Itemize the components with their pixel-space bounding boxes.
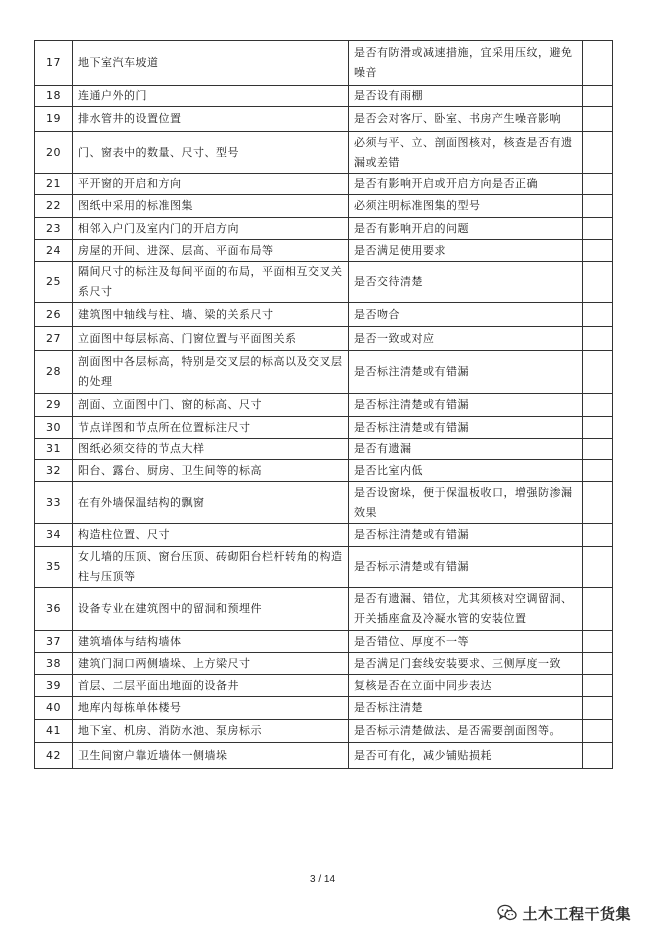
table-row xyxy=(35,218,613,240)
check-item: 节点详图和节点所在位置标注尺寸 xyxy=(73,417,349,439)
row-number: 38 xyxy=(35,653,73,675)
row-number: 28 xyxy=(35,351,73,394)
check-item: 女儿墙的压顶、窗台压顶、砖砌阳台栏杆转角的构造柱与压顶等 xyxy=(73,547,349,588)
remark-cell xyxy=(583,439,613,460)
check-item: 剖面、立面图中门、窗的标高、尺寸 xyxy=(73,394,349,417)
remark-cell xyxy=(583,262,613,303)
table-row xyxy=(35,174,613,195)
check-item: 图纸中采用的标准图集 xyxy=(73,195,349,218)
row-number: 21 xyxy=(35,174,73,195)
check-requirement: 必须与平、立、剖面图核对，核查是否有遗漏或差错 xyxy=(349,132,583,174)
table-row xyxy=(35,327,613,351)
page-number: 3 / 14 xyxy=(309,874,336,885)
checklist-table xyxy=(34,40,613,769)
check-requirement: 是否可有化，减少铺贴损耗 xyxy=(349,743,583,769)
row-number: 31 xyxy=(35,439,73,460)
row-number: 27 xyxy=(35,327,73,351)
row-number: 20 xyxy=(35,132,73,174)
remark-cell xyxy=(583,720,613,743)
remark-cell xyxy=(583,132,613,174)
check-requirement: 是否一致或对应 xyxy=(349,327,583,351)
check-item: 在有外墙保温结构的飘窗 xyxy=(73,482,349,524)
remark-cell xyxy=(583,460,613,482)
remark-cell xyxy=(583,218,613,240)
row-number: 39 xyxy=(35,675,73,697)
check-requirement: 是否标注清楚或有错漏 xyxy=(349,394,583,417)
table-row xyxy=(35,631,613,653)
check-item: 排水管井的设置位置 xyxy=(73,107,349,132)
row-number: 41 xyxy=(35,720,73,743)
row-number: 19 xyxy=(35,107,73,132)
table-row xyxy=(35,588,613,631)
check-requirement: 是否有影响开启的问题 xyxy=(349,218,583,240)
table-row xyxy=(35,41,613,86)
table-row xyxy=(35,351,613,394)
row-number: 18 xyxy=(35,86,73,107)
remark-cell xyxy=(583,697,613,720)
check-requirement: 是否设有雨棚 xyxy=(349,86,583,107)
row-number: 23 xyxy=(35,218,73,240)
check-item: 建筑墙体与结构墙体 xyxy=(73,631,349,653)
table-row xyxy=(35,697,613,720)
table-body xyxy=(35,41,613,769)
check-item: 平开窗的开启和方向 xyxy=(73,174,349,195)
check-item: 图纸必须交待的节点大样 xyxy=(73,439,349,460)
table-row xyxy=(35,743,613,769)
watermark-text: 土木工程干货集 xyxy=(522,904,631,923)
table-row xyxy=(35,439,613,460)
remark-cell xyxy=(583,547,613,588)
check-item: 门、窗表中的数量、尺寸、型号 xyxy=(73,132,349,174)
remark-cell xyxy=(583,351,613,394)
check-item: 阳台、露台、厨房、卫生间等的标高 xyxy=(73,460,349,482)
remark-cell xyxy=(583,327,613,351)
check-requirement: 是否标注清楚 xyxy=(349,697,583,720)
check-requirement: 是否有遗漏、错位，尤其须核对空调留洞、开关插座盒及冷凝水管的安装位置 xyxy=(349,588,583,631)
check-requirement: 是否标示清楚或有错漏 xyxy=(349,547,583,588)
check-requirement: 是否满足门套线安装要求、三侧厚度一致 xyxy=(349,653,583,675)
remark-cell xyxy=(583,303,613,327)
remark-cell xyxy=(583,86,613,107)
check-requirement: 是否比室内低 xyxy=(349,460,583,482)
remark-cell xyxy=(583,240,613,262)
check-item: 立面图中每层标高、门窗位置与平面图关系 xyxy=(73,327,349,351)
check-requirement: 是否设窗垛，便于保温板收口，增强防渗漏效果 xyxy=(349,482,583,524)
check-requirement: 是否标示清楚做法、是否需要剖面图等。 xyxy=(349,720,583,743)
table-row xyxy=(35,262,613,303)
check-item: 隔间尺寸的标注及每间平面的布局，平面相互交叉关系尺寸 xyxy=(73,262,349,303)
table-row xyxy=(35,195,613,218)
row-number: 42 xyxy=(35,743,73,769)
row-number: 32 xyxy=(35,460,73,482)
remark-cell xyxy=(583,653,613,675)
row-number: 22 xyxy=(35,195,73,218)
check-requirement: 是否标注清楚或有错漏 xyxy=(349,524,583,547)
remark-cell xyxy=(583,195,613,218)
table-row xyxy=(35,394,613,417)
remark-cell xyxy=(583,174,613,195)
remark-cell xyxy=(583,743,613,769)
check-item: 剖面图中各层标高，特别是交叉层的标高以及交叉层的处理 xyxy=(73,351,349,394)
row-number: 37 xyxy=(35,631,73,653)
check-requirement: 是否满足使用要求 xyxy=(349,240,583,262)
row-number: 35 xyxy=(35,547,73,588)
check-requirement: 是否有遗漏 xyxy=(349,439,583,460)
check-requirement: 是否标注清楚或有错漏 xyxy=(349,351,583,394)
row-number: 24 xyxy=(35,240,73,262)
table-row xyxy=(35,460,613,482)
check-item: 地库内每栋单体楼号 xyxy=(73,697,349,720)
check-item: 房屋的开间、进深、层高、平面布局等 xyxy=(73,240,349,262)
remark-cell xyxy=(583,41,613,86)
check-requirement: 是否吻合 xyxy=(349,303,583,327)
check-requirement: 是否有影响开启或开启方向是否正确 xyxy=(349,174,583,195)
row-number: 17 xyxy=(35,41,73,86)
table-row xyxy=(35,303,613,327)
check-requirement: 是否错位、厚度不一等 xyxy=(349,631,583,653)
row-number: 40 xyxy=(35,697,73,720)
check-requirement: 是否有防滑或减速措施，宜采用压纹，避免噪音 xyxy=(349,41,583,86)
remark-cell xyxy=(583,524,613,547)
table-row xyxy=(35,132,613,174)
check-requirement: 复核是否在立面中同步表达 xyxy=(349,675,583,697)
table-row xyxy=(35,720,613,743)
table-row xyxy=(35,653,613,675)
wechat-icon xyxy=(497,904,517,922)
check-item: 首层、二层平面出地面的设备井 xyxy=(73,675,349,697)
table-row xyxy=(35,417,613,439)
remark-cell xyxy=(583,588,613,631)
row-number: 30 xyxy=(35,417,73,439)
row-number: 34 xyxy=(35,524,73,547)
remark-cell xyxy=(583,394,613,417)
check-item: 地下室汽车坡道 xyxy=(73,41,349,86)
remark-cell xyxy=(583,482,613,524)
check-item: 相邻入户门及室内门的开启方向 xyxy=(73,218,349,240)
remark-cell xyxy=(583,631,613,653)
table-row xyxy=(35,547,613,588)
check-item: 设备专业在建筑图中的留洞和预埋件 xyxy=(73,588,349,631)
remark-cell xyxy=(583,417,613,439)
remark-cell xyxy=(583,675,613,697)
table-row xyxy=(35,524,613,547)
table-row xyxy=(35,86,613,107)
check-item: 地下室、机房、消防水池、泵房标示 xyxy=(73,720,349,743)
check-item: 卫生间窗户靠近墙体一侧墙垛 xyxy=(73,743,349,769)
check-requirement: 是否标注清楚或有错漏 xyxy=(349,417,583,439)
check-requirement: 是否交待清楚 xyxy=(349,262,583,303)
row-number: 33 xyxy=(35,482,73,524)
check-item: 构造柱位置、尺寸 xyxy=(73,524,349,547)
check-item: 连通户外的门 xyxy=(73,86,349,107)
row-number: 29 xyxy=(35,394,73,417)
check-requirement: 必须注明标准图集的型号 xyxy=(349,195,583,218)
table-row xyxy=(35,482,613,524)
row-number: 25 xyxy=(35,262,73,303)
remark-cell xyxy=(583,107,613,132)
watermark xyxy=(497,902,631,924)
table-row xyxy=(35,240,613,262)
table-row xyxy=(35,107,613,132)
check-item: 建筑门洞口两侧墙垛、上方梁尺寸 xyxy=(73,653,349,675)
row-number: 36 xyxy=(35,588,73,631)
row-number: 26 xyxy=(35,303,73,327)
check-requirement: 是否会对客厅、卧室、书房产生噪音影响 xyxy=(349,107,583,132)
check-item: 建筑图中轴线与柱、墙、梁的关系尺寸 xyxy=(73,303,349,327)
table-row xyxy=(35,675,613,697)
